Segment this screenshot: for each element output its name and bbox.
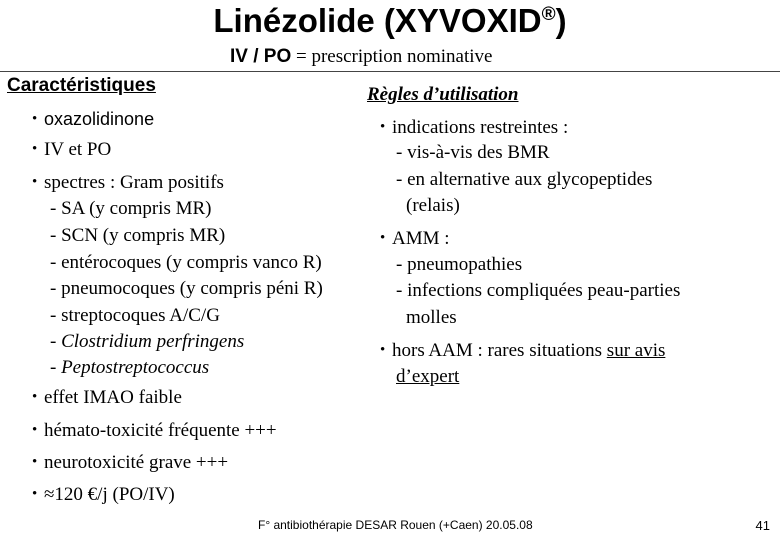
list-item: - pneumocoques (y compris péni R): [50, 278, 323, 299]
list-item: - entérocoques (y compris vanco R): [50, 252, 322, 273]
page-number: 41: [755, 518, 770, 533]
list-item: - streptocoques A/C/G: [50, 305, 220, 326]
list-item: • oxazolidinone: [32, 109, 155, 129]
list-item: - pneumopathies: [396, 254, 523, 275]
list-item: - vis-à-vis des BMR: [396, 142, 550, 163]
list-item: • hémato-toxicité fréquente +++: [32, 420, 277, 441]
list-item: - en alternative aux glycopeptides: [396, 169, 653, 190]
slide-footer: F° antibiothérapie DESAR Rouen (+Caen) 20.05.08: [258, 518, 533, 532]
list-item: d’expert: [396, 366, 460, 387]
title-divider: [0, 71, 780, 72]
list-item: • IV et PO: [32, 139, 112, 160]
list-item: (relais): [406, 195, 460, 216]
list-item: • neurotoxicité grave +++: [32, 452, 229, 473]
list-item: molles: [406, 307, 457, 328]
list-item: - SA (y compris MR): [50, 198, 212, 219]
usage-rules-heading: Règles d’utilisation: [367, 84, 519, 105]
list-item: - SCN (y compris MR): [50, 225, 226, 246]
list-item: • ≈120 €/j (PO/IV): [32, 484, 175, 505]
characteristics-heading: Caractéristiques: [7, 75, 156, 96]
list-item: • effet IMAO faible: [32, 387, 182, 408]
slide-subtitle: IV / PO = prescription nominative: [230, 46, 493, 67]
list-item: • hors AAM : rares situations sur avis: [380, 340, 666, 361]
list-item: - Clostridium perfringens: [50, 331, 245, 352]
list-item: • spectres : Gram positifs: [32, 172, 224, 193]
list-item: • indications restreintes :: [380, 117, 569, 138]
list-item: • AMM :: [380, 228, 450, 249]
list-item: - Peptostreptococcus: [50, 357, 210, 378]
list-item: - infections compliquées peau-parties: [396, 280, 681, 301]
slide-title: Linézolide (XYVOXID®): [213, 2, 567, 39]
